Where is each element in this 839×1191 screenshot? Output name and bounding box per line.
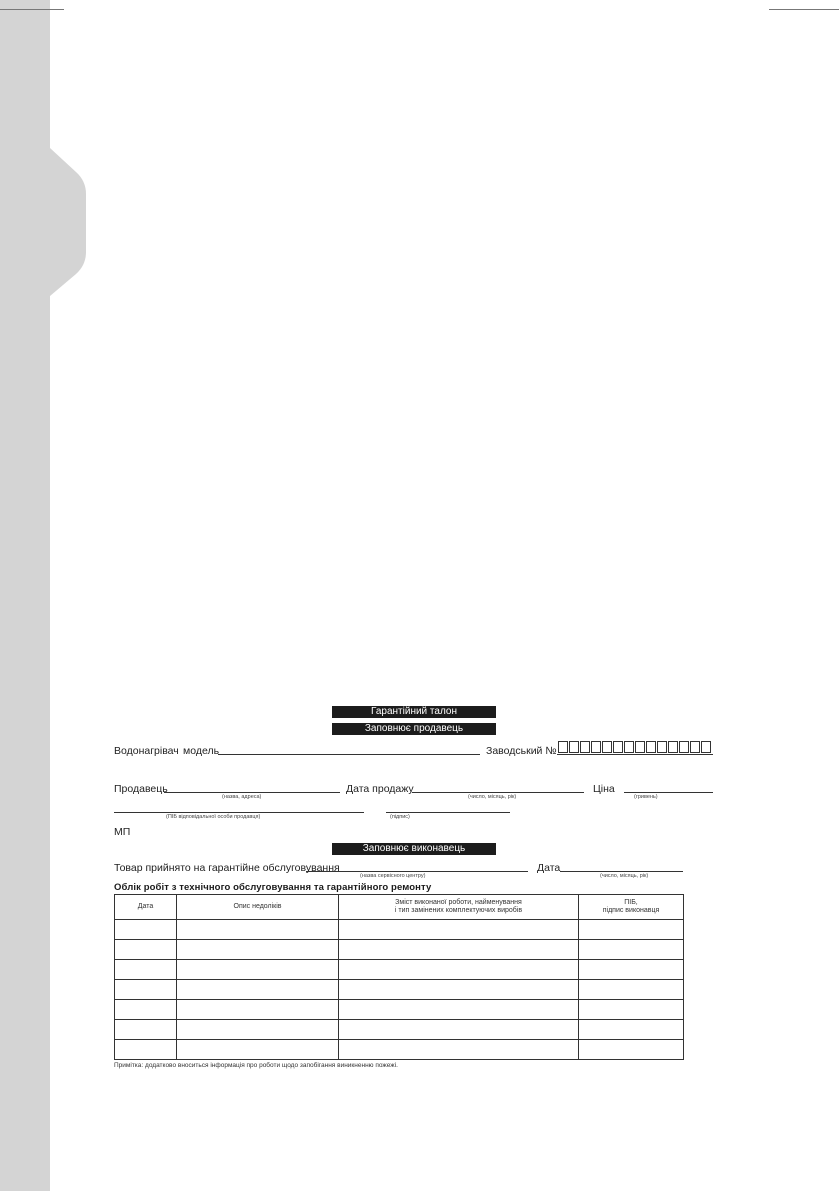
serial-digit-box[interactable] (580, 741, 590, 753)
header-name-line2: підпис виконавця (602, 907, 660, 914)
table-cell[interactable] (177, 1040, 339, 1060)
service-date-caption: (число, місяць, рік) (600, 873, 649, 879)
price-label: Ціна (593, 783, 615, 795)
table-cell[interactable] (339, 980, 579, 1000)
log-table-body (115, 920, 684, 1060)
table-cell[interactable] (579, 960, 684, 980)
crop-mark-top-right (769, 9, 839, 10)
seller-caption: (назва, адреса) (222, 794, 262, 800)
table-cell[interactable] (177, 940, 339, 960)
table-cell[interactable] (115, 920, 177, 940)
service-accepted-label: Товар прийнято на гарантійне обслуговування (114, 862, 340, 874)
serial-digit-box[interactable] (613, 741, 623, 753)
serial-digit-box[interactable] (657, 741, 667, 753)
serial-number-label: Заводський № (486, 745, 557, 757)
log-table-title: Облік робіт з технічного обслуговування та гарантійного ремонту (114, 882, 432, 893)
table-row (115, 980, 684, 1000)
header-defect-text: Опис недоліків (233, 903, 282, 910)
signature-field[interactable] (386, 812, 510, 813)
signature-caption: (підпис) (390, 814, 410, 820)
table-row (115, 1020, 684, 1040)
table-cell[interactable] (339, 960, 579, 980)
model-field[interactable] (218, 754, 480, 755)
serial-digit-box[interactable] (690, 741, 700, 753)
sale-date-field[interactable] (412, 792, 584, 793)
seller-field[interactable] (164, 792, 340, 793)
table-cell[interactable] (339, 940, 579, 960)
table-cell[interactable] (579, 920, 684, 940)
table-row (115, 960, 684, 980)
table-cell[interactable] (115, 960, 177, 980)
table-cell[interactable] (579, 980, 684, 1000)
header-date (115, 895, 177, 920)
serial-field-baseline (557, 754, 713, 755)
contractor-fills-banner: Заповнює виконавець (332, 843, 496, 855)
model-label: модель (183, 745, 220, 757)
header-work-line1: Зміст виконаної роботи, найменування (395, 899, 522, 906)
serial-digit-box[interactable] (635, 741, 645, 753)
table-row (115, 1040, 684, 1060)
price-caption: (гривень) (634, 794, 658, 800)
table-cell[interactable] (579, 1020, 684, 1040)
table-cell[interactable] (177, 1000, 339, 1020)
serial-digit-box[interactable] (624, 741, 634, 753)
table-row (115, 940, 684, 960)
table-cell[interactable] (339, 920, 579, 940)
serial-digit-box[interactable] (646, 741, 656, 753)
table-cell[interactable] (579, 940, 684, 960)
serial-digit-box[interactable] (679, 741, 689, 753)
table-cell[interactable] (115, 980, 177, 1000)
table-row (115, 1000, 684, 1020)
table-cell[interactable] (115, 1020, 177, 1040)
table-cell[interactable] (177, 980, 339, 1000)
header-work-line2: і тип замінених комплектуючих виробів (394, 907, 523, 914)
service-date-field[interactable] (560, 871, 683, 872)
table-cell[interactable] (115, 940, 177, 960)
table-row (115, 920, 684, 940)
table-cell[interactable] (339, 1040, 579, 1060)
table-cell[interactable] (579, 1000, 684, 1020)
table-cell[interactable] (177, 1020, 339, 1040)
warranty-card-banner: Гарантійний талон (332, 706, 496, 718)
serial-digit-box[interactable] (591, 741, 601, 753)
table-cell[interactable] (115, 1040, 177, 1060)
price-field[interactable] (624, 792, 713, 793)
crop-mark-top-left (0, 9, 64, 10)
serial-digit-box[interactable] (602, 741, 612, 753)
side-tab-decoration (0, 0, 90, 1191)
table-header-row (115, 895, 684, 920)
serial-digit-box[interactable] (569, 741, 579, 753)
serial-digit-box[interactable] (701, 741, 711, 753)
table-cell[interactable] (579, 1040, 684, 1060)
table-cell[interactable] (339, 1020, 579, 1040)
service-center-field[interactable] (306, 871, 528, 872)
table-cell[interactable] (115, 1000, 177, 1020)
header-date-text: Дата (137, 903, 154, 910)
responsible-person-caption: (ПІБ відповідальної особи продавця) (166, 814, 261, 820)
table-cell[interactable] (177, 920, 339, 940)
footnote: Примітка: додатково вноситься інформація про роботи щодо запобігання виникненню пожежі. (114, 1062, 398, 1069)
service-date-label: Дата (537, 862, 561, 874)
table-cell[interactable] (339, 1000, 579, 1020)
serial-digit-box[interactable] (668, 741, 678, 753)
service-log-table (114, 894, 684, 1060)
sale-date-caption: (число, місяць, рік) (468, 794, 517, 800)
header-work (339, 895, 579, 920)
seller-label: Продавець (114, 783, 168, 795)
header-name-signature (579, 895, 684, 920)
header-name-line1: ПІБ, (624, 899, 638, 906)
water-heater-label: Водонагрівач (114, 745, 179, 757)
table-cell[interactable] (177, 960, 339, 980)
responsible-person-field[interactable] (114, 812, 364, 813)
stamp-label: МП (114, 826, 131, 838)
header-defect (177, 895, 339, 920)
service-center-caption: (назва сервісного центру) (360, 873, 426, 879)
sale-date-label: Дата продажу (346, 783, 414, 795)
seller-fills-banner: Заповнює продавець (332, 723, 496, 735)
serial-digit-box[interactable] (558, 741, 568, 753)
